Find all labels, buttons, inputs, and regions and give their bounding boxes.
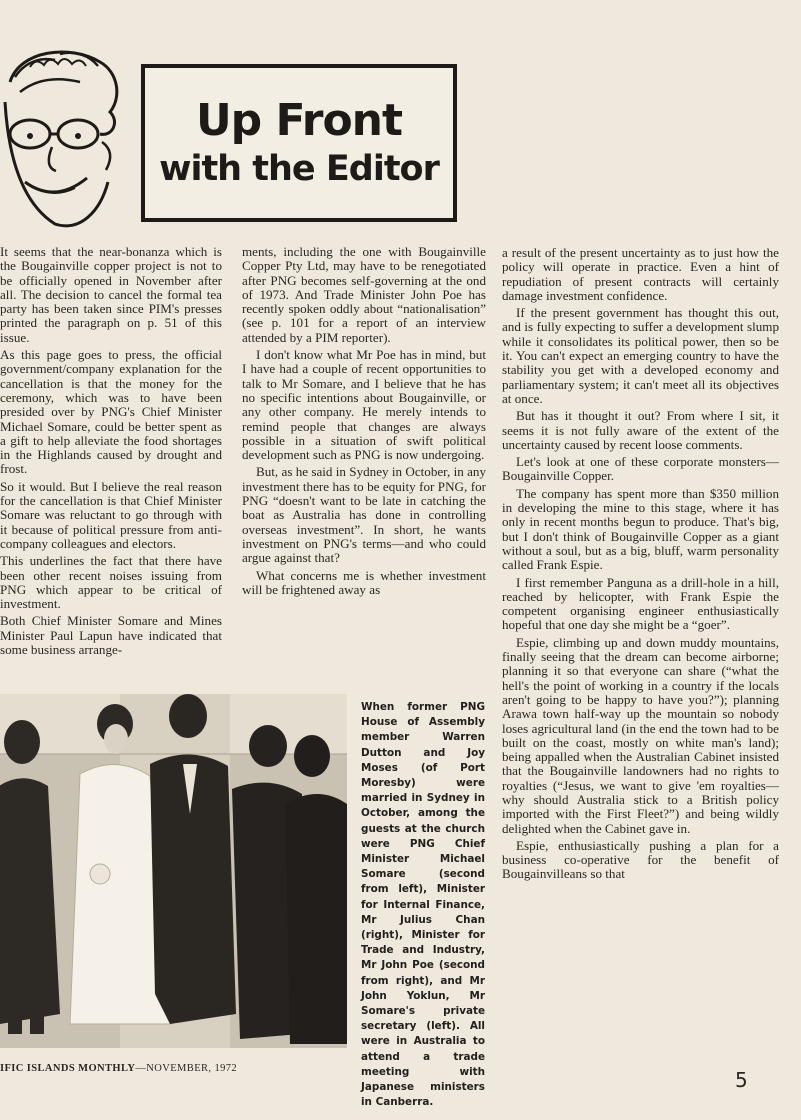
article-column-3 — [502, 246, 779, 885]
article-paragraph: The company has spent more than $350 million in developing the mine to this stage, where it has only in recent months begun to produce. That's big, but I don't think of Bougainville Copper as a giant without a soul, but as a big, bluff, warm personality called Frank Espie. — [502, 485, 779, 573]
issue-date: —NOVEMBER, 1972 — [135, 1063, 238, 1074]
publication-name: IFIC ISLANDS MONTHLY — [0, 1063, 136, 1074]
article-paragraph: This underlines the fact that there have been other recent noises issuing from PNG which appear to be critical of investment. — [0, 553, 222, 612]
article-paragraph: I don't know what Mr Poe has in mind, but I have had a couple of recent opportunities to talk to Mr Somare, and I believe that he has no specific intentions about Bougainville, or any other company. He merely intends to remind people that changes are always possible in a situation of swift political development such as PNG is now undergoing. — [242, 347, 486, 463]
article-paragraph: Both Chief Minister Somare and Mines Minister Paul Lapun have indicated that some business arrange- — [0, 613, 222, 658]
article-column-1 — [0, 245, 222, 660]
photo-caption: When former PNG House of Assembly member Warren Dutton and Joy Moses (of Port Moresby) were married in Sydney in October, among the guests at the church were PNG Chief Minister Michael Somare (second from left), Minister for Internal Finance, Mr Julius Chan (right), Minister for Trade and Industry, Mr John Poe (second from right), and Mr John Yoklun, Mr Somare's private secretary (left). All were in Australia to attend a trade meeting with Japanese ministers in Canberra. — [361, 701, 485, 1109]
article-paragraph: It seems that the near-bonanza which is the Bougainville copper project is not to be officially opened in November after all. The decision to cancel the formal tea party has been taken since PIM's presses printed the paragraph on p. 51 of this issue. — [0, 245, 222, 345]
page-footer — [0, 1063, 237, 1074]
article-paragraph: What concerns me is whether investment will be frightened away as — [242, 567, 486, 597]
article-paragraph: But, as he said in Sydney in October, in any investment there has to be equity for PNG, for PNG “doesn't want to be late in catching the boat as Australia has done in controlling overseas investment”. In short, he wants investment on PNG's terms—and who could argue against that? — [242, 464, 486, 566]
article-paragraph: But has it thought it out? From where I sit, it seems it is not fully aware of the extent of the uncertainty caused by recent loose comments. — [502, 408, 779, 452]
editor-caricature-illustration — [0, 42, 124, 232]
article-paragraph: Espie, climbing up and down muddy mountains, finally seeing that the dream can become airborne; planning it so that everyone can share (“what the hell's the point of working in a country if the locals aren't going to be happy to have you?”); planning Arawa town half-way up the mountain so nobody loses agricultural land (in the end the town had to be built on the coast, mostly on white man's land); being appalled when the Australian Cabinet insisted that the Bougainville landowners had no rights to royalties (“Jesus, we want to give 'em royalties—why should Australia stick to a British policy imported with the First Fleet?”) and being wildly delighted when the Cabinet gave in. — [502, 634, 779, 836]
article-column-2 — [242, 245, 486, 600]
article-paragraph: Let's look at one of these corporate monsters—Bougainville Copper. — [502, 454, 779, 484]
page-subtitle: with the Editor — [159, 149, 439, 189]
article-paragraph: I first remember Panguna as a drill-hole in a hill, reached by helicopter, with Frank Espie the competent organising engineer enthusiastically hopeful that one day she might be a “goer”. — [502, 574, 779, 633]
article-paragraph: ments, including the one with Bougainville Copper Pty Ltd, may have to be renegotiated after PNG becomes self-governing at the ond of 1973. And Trade Minister John Poe has recently spoken oddly about “nationalisation” (see p. 101 for a report of an interview attended by a PIM reporter). — [242, 244, 486, 345]
article-paragraph: If the present government has thought this out, and is fully expecting to suffer a development slump while it consolidates its political power, then so be it. You can't expect an emerging country to have the stability you get with a developed economy and parliamentary system; it can't meet all its objectives at once. — [502, 305, 779, 406]
wedding-photo — [0, 694, 347, 1048]
page-title: Up Front — [195, 95, 403, 146]
article-paragraph: So it would. But I believe the real reason for the cancellation is that Chief Minister Somare was reluctant to go through with it because of political pressure from anti-company colleagues and electors. — [0, 478, 222, 551]
title-box — [141, 64, 457, 222]
article-paragraph: Espie, enthusiastically pushing a plan for a business co-operative for the benefit of Bougainvilleans so that — [502, 837, 779, 882]
page-number: 5 — [735, 1068, 748, 1092]
article-paragraph: a result of the present uncertainty as to just how the policy will operate in practice. Even a hint of repudiation of present contracts will certainly damage investment confidence. — [502, 245, 779, 303]
article-paragraph: As this page goes to press, the official government/company explanation for the cancellation is that the money for the ceremony, which was to have been presided over by PNG's Chief Minister Michael Somare, could be better spent as a gift to help alleviate the food shortages in the Highlands caused by drought and frost. — [0, 347, 222, 477]
